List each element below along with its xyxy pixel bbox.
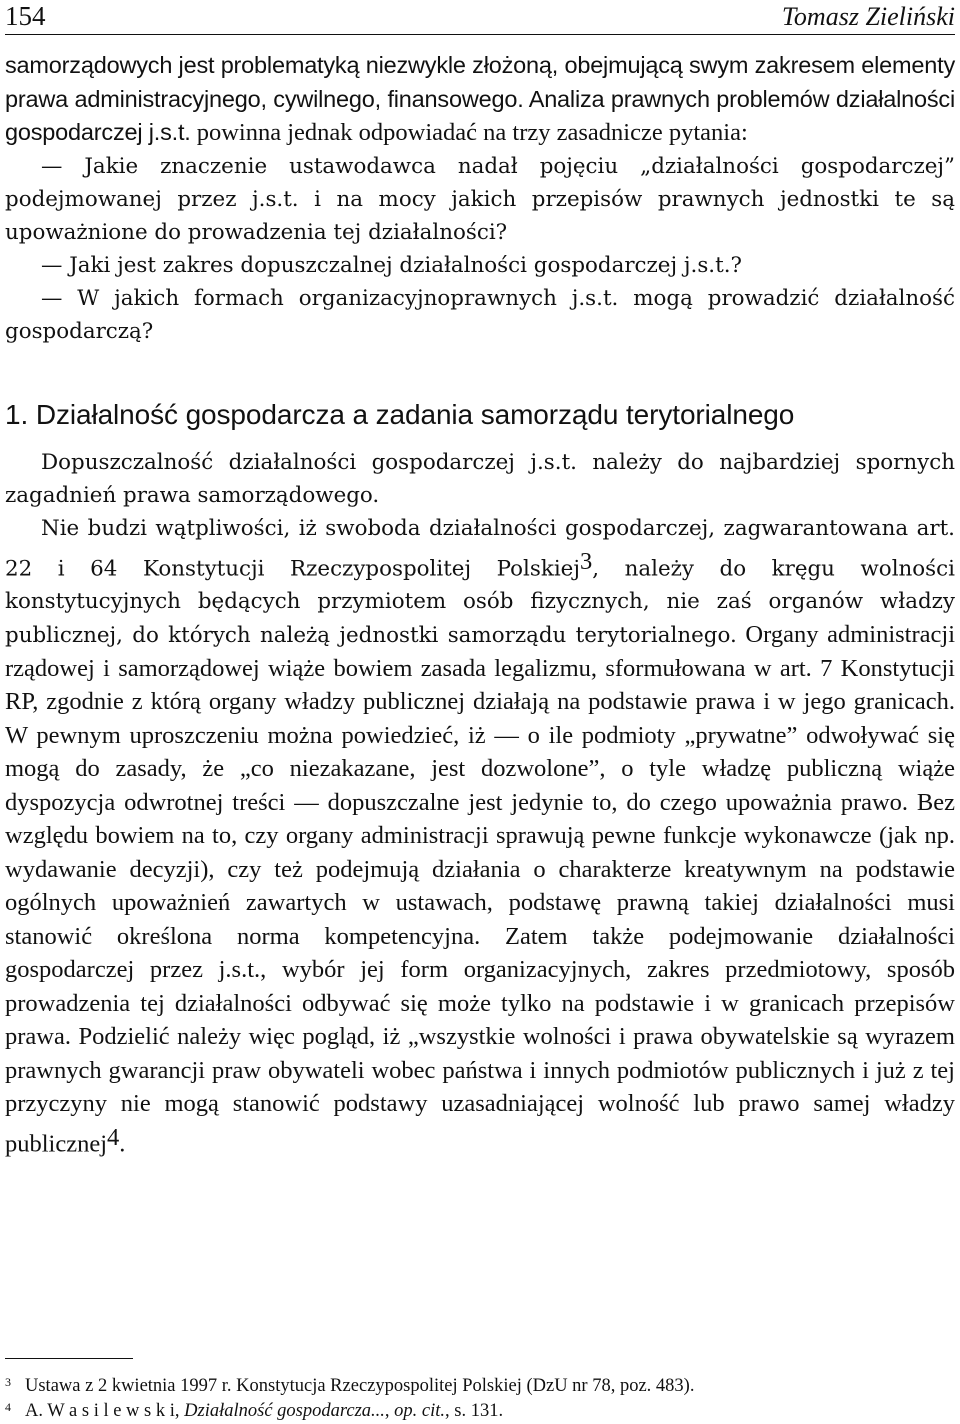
running-header xyxy=(5,0,955,35)
footnote-ref: 4 xyxy=(107,1123,120,1151)
intro-paragraph xyxy=(5,49,955,150)
para-sentence: Organy administracji rządowej i samorządowej wiąże bowiem zasada legalizmu, sformułowana w art. 7 Konstytucji RP, zgodnie z którą organy władzy publicznej działają na podstawie prawa i w jego granicach. W pewnym uproszczeniu można powiedzieć, iż — o ile podmioty „prywatne” odwoływać się mogą do zasady, że „co niezakazane, jest dozwolone”, o tyle władzę publiczną wiąże dyspozycja odwrotnej treści — dopuszczalne jest jedynie to, do czego upoważnia prawo. Bez względu bowiem na to, czy organy administracji sprawują pewne funkcje wykonawcze (jak np. wydawanie decyzji), czy też podejmują działania o charakterze kreatywnym na podstawie ogólnych upoważnień zawartych w ustawach, podstawę prawną takiej działalności musi stanowić określona norma kompetencyjna. Zatem także podejmowanie działalności gospodarczej przez j.s.t., wybór jej form organizacyjnych, zakres przedmiotowy, sposób prowadzenia tej działalności odbywać się może tylko na podstawie i w granicach przepisów prawa. Podzielić należy więc pogląd, iż „wszystkie wolności i prawa obywatelskie są wyrazem prawnych gwarancji praw obywateli wobec państwa i innych podmiotów publicznych i już z tej przyczyny nie mogą stanowić podstawy uzasadniającej wolność lub prawo samej władzy publicznej xyxy=(5,620,955,1158)
para-end: . xyxy=(119,1130,126,1158)
question-item: — Jakie znaczenie ustawodawca nadał pojęciu „działalności gospodarczej” podejmowanej przez j.s.t. i na mocy jakich przepisów prawnych jednostki te są upoważnione do prowadzenia tej działalności? xyxy=(5,153,955,245)
running-author: Tomasz Zieliński xyxy=(781,2,955,31)
section-paragraph xyxy=(5,512,955,1161)
footnote-ref: 3 xyxy=(579,547,593,575)
footnote-title: Działalność gospodarcza... xyxy=(184,1401,385,1421)
footnote-rest: , s. 131. xyxy=(445,1401,504,1421)
body-text xyxy=(5,49,955,1161)
footnote-cit: op. cit. xyxy=(394,1401,446,1421)
para-sentence: Nie budzi wątpliwości, iż swoboda działalności gospodarczej, zagwarantowana art. 22 i 64 Konstytucji Rzeczypospolitej Polskiej xyxy=(5,515,955,581)
question-item: — Jaki jest zakres dopuszczalnej działalności gospodarczej j.s.t.? xyxy=(41,252,742,278)
para-sentence: , należy do kręgu wolności konstytucyjnych będących przymiotem osób fizycznych, nie zaś organów władzy publicznej, do których należą jednostki samorządu terytorialnego. xyxy=(5,555,955,648)
intro-part-sans: samorządowych jest problematyką niezwykle złożoną, obejmującą swym zakresem elementy prawa administracyjnego, cywilnego, finansowego. Analiza prawnych problemów działalności gospodarczej j.s.t. xyxy=(5,52,955,145)
footnote xyxy=(5,1399,955,1424)
intro-part-serif: powinna jednak odpowiadać na trzy zasadnicze pytania: xyxy=(190,119,748,146)
section-paragraph: Dopuszczalność działalności gospodarczej j.s.t. należy do najbardziej spornych zagadnień prawa samorządowego. xyxy=(5,449,955,508)
footnote xyxy=(5,1374,955,1399)
footnote-mark: 4 xyxy=(5,1400,11,1414)
question-item: — W jakich formach organizacyjnoprawnych j.s.t. mogą prowadzić działalność gospodarczą? xyxy=(5,285,955,344)
footnote-sep: , xyxy=(384,1401,395,1421)
footnotes xyxy=(5,1374,955,1424)
page-number: 154 xyxy=(5,1,46,31)
section-heading: 1. Działalność gospodarcza a zadania samorządu terytorialnego xyxy=(5,398,795,430)
footnote-mark: 3 xyxy=(5,1375,11,1389)
footnote-rule xyxy=(5,1358,133,1359)
footnote-author: A. W a s i l e w s k i, xyxy=(25,1401,185,1421)
footnote-text: Ustawa z 2 kwietnia 1997 r. Konstytucja Rzeczypospolitej Polskiej (DzU nr 78, poz. 483). xyxy=(25,1376,695,1396)
